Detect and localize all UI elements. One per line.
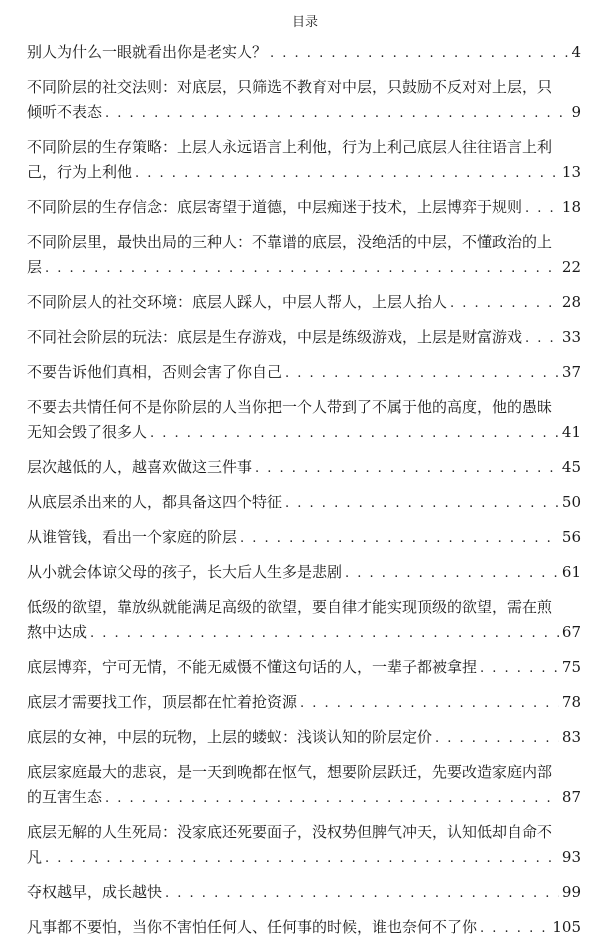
toc-page-number: 37 <box>561 363 581 381</box>
toc-entry-title: 倾听不表态 <box>27 103 103 121</box>
dot-leader <box>450 291 559 315</box>
dot-leader <box>480 916 549 940</box>
toc-page-number: 9 <box>571 103 581 121</box>
toc-entry-line <box>27 360 581 385</box>
toc-entry-line <box>27 915 581 940</box>
toc-page-number: 22 <box>561 258 581 276</box>
toc-entry-line <box>27 455 581 480</box>
dot-leader <box>300 691 559 715</box>
toc-entry-title: 无知会毁了很多人 <box>27 423 148 441</box>
toc-page-number: 78 <box>561 693 581 711</box>
dot-leader <box>345 561 559 585</box>
toc-entry[interactable] <box>27 40 581 65</box>
toc-entry[interactable] <box>27 880 581 905</box>
toc-entry[interactable] <box>27 230 581 280</box>
table-of-contents <box>27 40 581 950</box>
toc-page-number: 4 <box>571 43 581 61</box>
toc-entry[interactable] <box>27 760 581 810</box>
toc-entry-line <box>27 395 581 420</box>
toc-entry[interactable] <box>27 395 581 445</box>
dot-leader <box>45 846 559 870</box>
toc-page-number: 75 <box>561 658 581 676</box>
toc-entry-title: 低级的欲望，靠放纵就能满足高级的欲望，要自律才能实现顶级的欲望，需在煎 <box>27 598 553 616</box>
toc-entry-line <box>27 880 581 905</box>
toc-entry[interactable] <box>27 595 581 645</box>
toc-entry-title: 底层家庭最大的悲哀，是一天到晚都在怄气，想要阶层跃迁，先要改造家庭内部 <box>27 763 553 781</box>
toc-entry-title: 从谁管钱，看出一个家庭的阶层 <box>27 528 238 546</box>
dot-leader <box>90 621 559 645</box>
toc-page-number: 61 <box>561 563 581 581</box>
dot-leader <box>435 726 559 750</box>
toc-entry-line <box>27 655 581 680</box>
toc-page-number: 56 <box>561 528 581 546</box>
toc-entry-line <box>27 325 581 350</box>
toc-entry-line <box>27 100 581 125</box>
toc-entry[interactable] <box>27 75 581 125</box>
toc-entry-line <box>27 725 581 750</box>
toc-entry-title: 从底层杀出来的人，都具备这四个特征 <box>27 493 283 511</box>
dot-leader <box>105 786 559 810</box>
toc-entry-line <box>27 160 581 185</box>
toc-entry-title: 的互害生态 <box>27 788 103 806</box>
toc-entry-line <box>27 595 581 620</box>
toc-entry[interactable] <box>27 290 581 315</box>
toc-entry-title: 不同阶层的生存信念：底层寄望于道德，中层痴迷于技术，上层博弈于规则 <box>27 198 523 216</box>
toc-entry[interactable] <box>27 195 581 220</box>
toc-entry-title: 不要告诉他们真相，否则会害了你自己 <box>27 363 283 381</box>
toc-entry-title: 层 <box>27 258 43 276</box>
toc-entry-title: 别人为什么一眼就看出你是老实人？ <box>27 43 268 61</box>
dot-leader <box>525 326 559 350</box>
toc-page-number: 50 <box>561 493 581 511</box>
toc-page-number: 105 <box>552 918 581 936</box>
dot-leader <box>240 526 559 550</box>
toc-entry-line <box>27 75 581 100</box>
toc-entry[interactable] <box>27 690 581 715</box>
toc-entry[interactable] <box>27 525 581 550</box>
toc-entry-line <box>27 255 581 280</box>
toc-entry-title: 夺权越早，成长越快 <box>27 883 163 901</box>
toc-entry[interactable] <box>27 490 581 515</box>
toc-entry-line <box>27 420 581 445</box>
toc-page-number: 67 <box>561 623 581 641</box>
toc-page-number: 33 <box>561 328 581 346</box>
toc-entry-line <box>27 785 581 810</box>
dot-leader <box>285 361 559 385</box>
toc-entry[interactable] <box>27 325 581 350</box>
toc-entry-line <box>27 845 581 870</box>
toc-entry-title: 不同社会阶层的玩法：底层是生存游戏，中层是练级游戏，上层是财富游戏 <box>27 328 523 346</box>
toc-entry-title: 不要去共情任何不是你阶层的人当你把一个人带到了不属于他的高度，他的愚昧 <box>27 398 553 416</box>
toc-entry[interactable] <box>27 725 581 750</box>
toc-entry-line <box>27 290 581 315</box>
toc-entry-title: 底层才需要找工作，顶层都在忙着抢资源 <box>27 693 298 711</box>
dot-leader <box>525 196 559 220</box>
toc-entry-line <box>27 820 581 845</box>
toc-entry-title: 凡事都不要怕，当你不害怕任何人、任何事的时候，谁也奈何不了你 <box>27 918 478 936</box>
dot-leader <box>165 881 559 905</box>
page-title: 目录 <box>291 15 318 30</box>
toc-page-number: 18 <box>561 198 581 216</box>
dot-leader <box>255 456 559 480</box>
toc-entry[interactable] <box>27 135 581 185</box>
toc-entry[interactable] <box>27 820 581 870</box>
toc-entry-line <box>27 135 581 160</box>
toc-entry-line <box>27 40 581 65</box>
toc-entry-title: 不同阶层的社交法则：对底层，只筛选不教育对中层，只鼓励不反对对上层，只 <box>27 78 553 96</box>
toc-page-number: 93 <box>561 848 581 866</box>
toc-entry-title: 底层无解的人生死局：没家底还死要面子，没权势但脾气冲天，认知低却自命不 <box>27 823 553 841</box>
toc-entry[interactable] <box>27 455 581 480</box>
toc-entry-line <box>27 490 581 515</box>
dot-leader <box>480 656 559 680</box>
dot-leader <box>150 421 559 445</box>
dot-leader <box>135 161 559 185</box>
toc-entry-line <box>27 690 581 715</box>
toc-entry-line <box>27 620 581 645</box>
toc-entry-title: 凡 <box>27 848 43 866</box>
toc-entry[interactable] <box>27 360 581 385</box>
toc-entry-title: 层次越低的人，越喜欢做这三件事 <box>27 458 253 476</box>
toc-entry-title: 不同阶层的生存策略：上层人永远语言上利他，行为上利己底层人往往语言上利 <box>27 138 553 156</box>
toc-entry[interactable] <box>27 560 581 585</box>
toc-entry-title: 己，行为上利他 <box>27 163 133 181</box>
toc-entry-title: 不同阶层里，最快出局的三种人：不靠谱的底层，没绝活的中层，不懂政治的上 <box>27 233 553 251</box>
toc-page-number: 99 <box>561 883 581 901</box>
dot-leader <box>45 256 559 280</box>
toc-entry-title: 底层的女神，中层的玩物，上层的蝼蚁：浅谈认知的阶层定价 <box>27 728 433 746</box>
toc-entry-title: 不同阶层人的社交环境：底层人踩人，中层人帮人，上层人抬人 <box>27 293 448 311</box>
toc-entry-title: 从小就会体谅父母的孩子，长大后人生多是悲剧 <box>27 563 343 581</box>
dot-leader <box>270 41 568 65</box>
toc-page-number: 83 <box>561 728 581 746</box>
toc-entry-line <box>27 230 581 255</box>
toc-page-number: 13 <box>561 163 581 181</box>
toc-page-number: 41 <box>561 423 581 441</box>
dot-leader <box>285 491 559 515</box>
toc-page-number: 28 <box>561 293 581 311</box>
toc-entry-line <box>27 760 581 785</box>
toc-entry-line <box>27 525 581 550</box>
toc-page-number: 87 <box>561 788 581 806</box>
toc-entry-title: 熬中达成 <box>27 623 88 641</box>
toc-entry-line <box>27 560 581 585</box>
toc-page-number: 45 <box>561 458 581 476</box>
toc-entry[interactable] <box>27 915 581 940</box>
toc-entry[interactable] <box>27 655 581 680</box>
dot-leader <box>105 101 568 125</box>
toc-entry-line <box>27 195 581 220</box>
toc-entry-title: 底层博弈，宁可无情，不能无威慑不懂这句话的人，一辈子都被拿捏 <box>27 658 478 676</box>
